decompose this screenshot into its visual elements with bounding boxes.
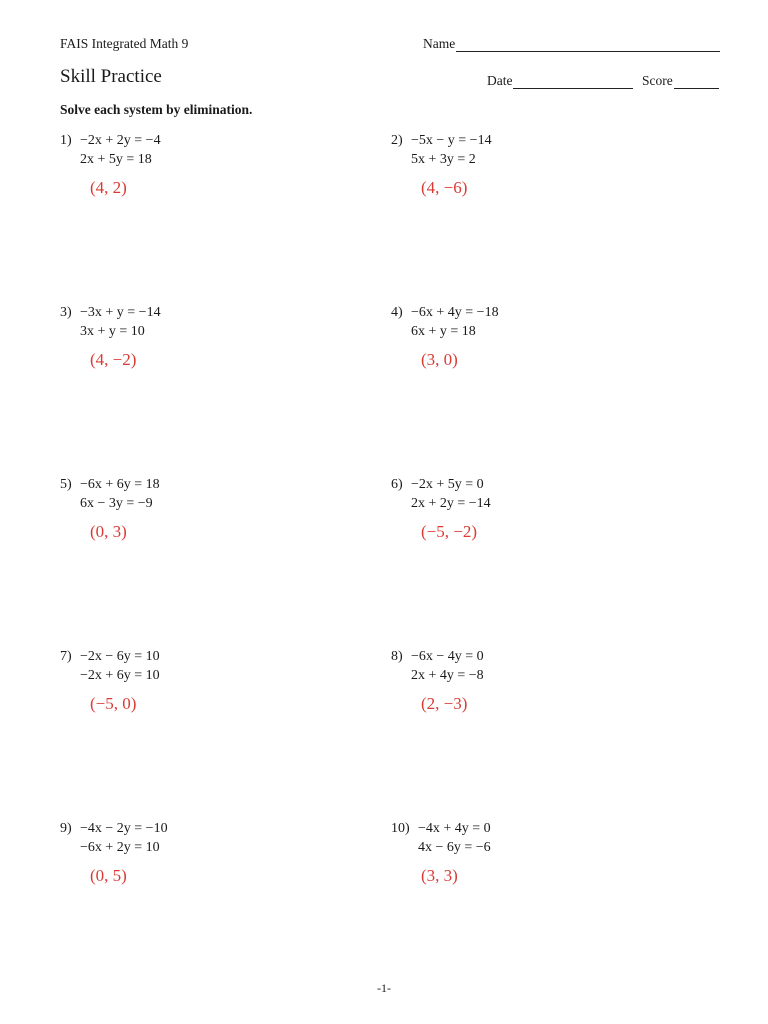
equation-2: −2x + 6y = 10 — [80, 668, 160, 683]
answer: (4, 2) — [90, 178, 127, 197]
name-blank-line[interactable] — [456, 37, 720, 52]
problem-number: 10) — [391, 821, 410, 836]
answer: (0, 5) — [90, 866, 127, 885]
name-label: Name — [423, 36, 456, 51]
name-field[interactable] — [423, 36, 720, 52]
equation-1: −3x + y = −14 — [80, 305, 161, 320]
date-field[interactable] — [487, 73, 633, 89]
problem-number: 7) — [60, 649, 72, 664]
answer: (−5, −2) — [421, 522, 477, 541]
equation-2: 4x − 6y = −6 — [418, 840, 491, 855]
equation-2: 6x + y = 18 — [411, 324, 476, 339]
equation-1: −2x + 2y = −4 — [80, 133, 161, 148]
equation-1: −6x − 4y = 0 — [411, 649, 484, 664]
equation-1: −6x + 4y = −18 — [411, 305, 499, 320]
score-blank-line[interactable] — [674, 74, 719, 89]
answer: (3, 3) — [421, 866, 458, 885]
equation-1: −5x − y = −14 — [411, 133, 492, 148]
equation-2: 6x − 3y = −9 — [80, 496, 153, 511]
problem-number: 6) — [391, 477, 403, 492]
page-number: -1- — [377, 981, 391, 995]
answer: (0, 3) — [90, 522, 127, 541]
score-field[interactable] — [642, 73, 719, 89]
equation-2: 3x + y = 10 — [80, 324, 145, 339]
answer: (4, −2) — [90, 350, 137, 369]
equation-1: −4x − 2y = −10 — [80, 821, 168, 836]
equation-2: −6x + 2y = 10 — [80, 840, 160, 855]
equation-1: −2x − 6y = 10 — [80, 649, 160, 664]
answer: (3, 0) — [421, 350, 458, 369]
answer: (−5, 0) — [90, 694, 137, 713]
equation-2: 2x + 4y = −8 — [411, 668, 484, 683]
problem-number: 5) — [60, 477, 72, 492]
worksheet-title: Skill Practice — [60, 66, 162, 87]
problem-number: 9) — [60, 821, 72, 836]
equation-2: 2x + 2y = −14 — [411, 496, 491, 511]
problem-number: 8) — [391, 649, 403, 664]
equation-1: −6x + 6y = 18 — [80, 477, 160, 492]
equation-1: −4x + 4y = 0 — [418, 821, 491, 836]
score-label: Score — [642, 73, 673, 88]
instructions: Solve each system by elimination. — [60, 102, 253, 117]
course-title: FAIS Integrated Math 9 — [60, 36, 189, 51]
answer: (4, −6) — [421, 178, 468, 197]
equation-2: 5x + 3y = 2 — [411, 152, 476, 167]
answer: (2, −3) — [421, 694, 468, 713]
date-blank-line[interactable] — [513, 74, 633, 89]
date-label: Date — [487, 73, 513, 88]
equation-2: 2x + 5y = 18 — [80, 152, 152, 167]
problem-number: 1) — [60, 133, 72, 148]
problem-number: 4) — [391, 305, 403, 320]
equation-1: −2x + 5y = 0 — [411, 477, 484, 492]
problem-number: 3) — [60, 305, 72, 320]
problem-number: 2) — [391, 133, 403, 148]
